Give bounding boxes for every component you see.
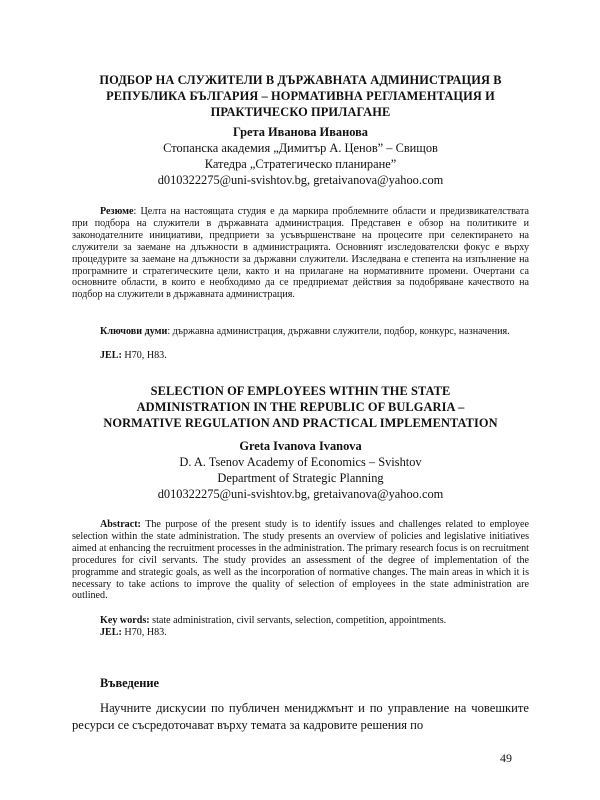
en-author-block bbox=[72, 438, 529, 502]
en-title-line: ADMINISTRATION IN THE REPUBLIC OF BULGARIA – bbox=[136, 400, 465, 414]
section-heading: Въведение bbox=[100, 676, 160, 690]
bg-jel-text: H70, H83. bbox=[121, 350, 167, 361]
en-abstract-text: The purpose of the present study is to identify issues and challenges related to employee selection within the state administration. The study presents an overview of policies and legislative initiatives aimed at enhancing the recruitment processes in the administration. The primary research focus is on recruitment procedures for civil servants. The study provides an assessment of the degree of implementation of the programme and strategic goals, as well as the incorporation of normative changes. The main areas in which it is necessary to take actions to improve the quality of selection of employees in the state administration are outlined. bbox=[72, 519, 529, 602]
bg-author-block bbox=[72, 124, 529, 188]
page-number: 49 bbox=[500, 751, 512, 765]
bg-jel bbox=[100, 350, 167, 362]
bg-title-line: ПОДБОР НА СЛУЖИТЕЛИ В ДЪРЖАВНАТА АДМИНИСТРАЦИЯ В bbox=[99, 73, 502, 87]
en-abstract bbox=[72, 519, 529, 602]
bg-abstract-label: Резюме bbox=[100, 206, 134, 217]
en-jel bbox=[100, 627, 167, 639]
en-jel-text: H70, H83. bbox=[121, 627, 167, 638]
bg-abstract bbox=[72, 206, 529, 301]
en-title-line: SELECTION OF EMPLOYEES WITHIN THE STATE bbox=[150, 384, 451, 398]
bg-author-name: Грета Иванова Иванова bbox=[233, 125, 368, 139]
body-paragraph: Научните дискусии по публичен мениджмънт и по управление на човешките ресурси се съсредоточават върху темата за кадровите решения по bbox=[72, 701, 529, 732]
en-jel-label: JEL: bbox=[100, 627, 122, 638]
en-affiliation: D. A. Tsenov Academy of Economics – Svishtov bbox=[179, 455, 422, 469]
bg-jel-label: JEL: bbox=[100, 350, 122, 361]
en-abstract-label: Abstract: bbox=[100, 519, 141, 530]
en-author-name: Greta Ivanova Ivanova bbox=[239, 439, 362, 453]
bg-title bbox=[72, 72, 529, 120]
en-keywords-text: state administration, civil servants, selection, competition, appointments. bbox=[149, 615, 447, 626]
bg-keywords-text: : държавна администрация, държавни служители, подбор, конкурс, назначения. bbox=[167, 326, 510, 337]
en-emails: d010322275@uni-svishtov.bg, gretaivanova@yahoo.com bbox=[157, 487, 444, 501]
bg-title-line: ПРАКТИЧЕСКО ПРИЛАГАНЕ bbox=[210, 105, 391, 119]
en-department: Department of Strategic Planning bbox=[217, 471, 384, 485]
bg-emails: d010322275@uni-svishtov.bg, gretaivanova@yahoo.com bbox=[157, 173, 444, 187]
bg-title-line: РЕПУБЛИКА БЪЛГАРИЯ – НОРМАТИВНА РЕГЛАМЕНТАЦИЯ И bbox=[106, 89, 495, 103]
en-title-line: NORMATIVE REGULATION AND PRACTICAL IMPLEMENTATION bbox=[103, 416, 498, 430]
bg-department: Катедра „Стратегическо планиране” bbox=[204, 157, 397, 171]
en-keywords-label: Key words: bbox=[100, 615, 150, 626]
bg-keywords bbox=[72, 326, 529, 338]
bg-keywords-label: Ключови думи bbox=[100, 326, 168, 337]
en-keywords bbox=[72, 615, 529, 627]
bg-affiliation: Стопанска академия „Димитър А. Ценов” – Свищов bbox=[163, 141, 438, 155]
bg-abstract-text: : Целта на настоящата студия е да маркира проблемните области и предизвикателствата при подбора на служители в държавната администрация. Представен е обзор на политиките и законодателните инициативи, предприети за усъвършенстване на процесите при селектирането на служители за заемане на длъжности в администрацията. Основният изследователски фокус е върху процедурите за заемане на длъжности за държавни служители. Изследвана е степента на изпълнение на програмните и стратегическите цели, както и на прилагане на нормативните промени. Очертани са основните области, в които е необходимо да се предприемат действия за подобряване качеството на подбор на служители в държавната администрация. bbox=[72, 206, 529, 301]
en-title bbox=[72, 383, 529, 431]
